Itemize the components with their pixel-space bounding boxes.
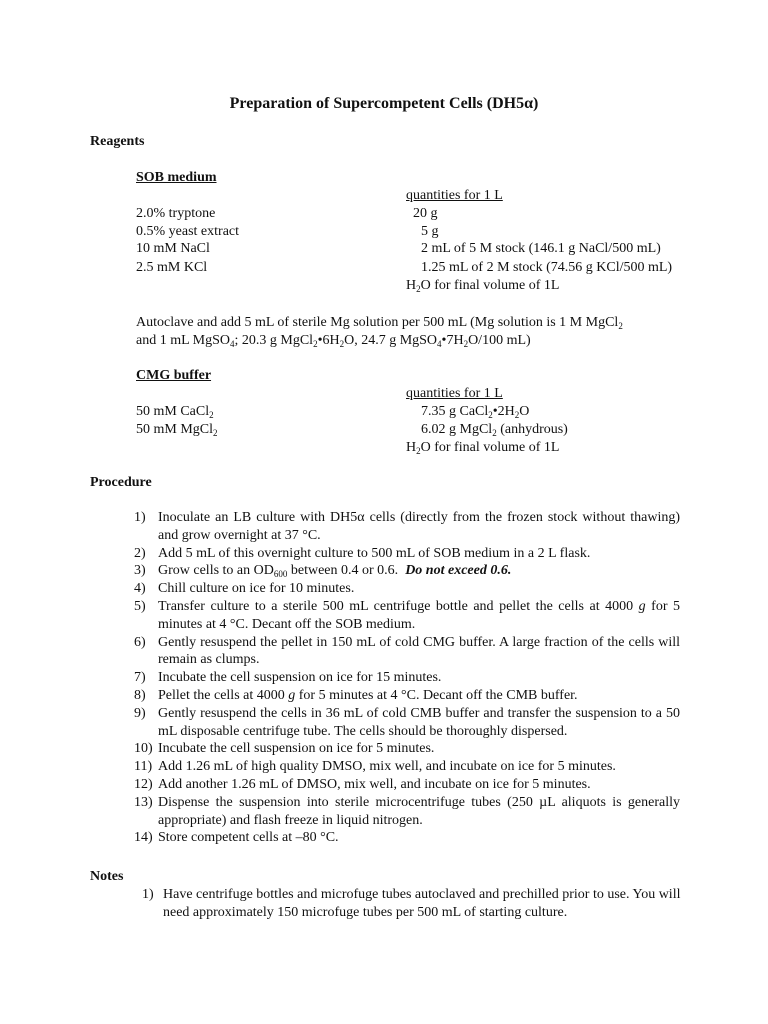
- procedure-step: 11) Add 1.26 mL of high quality DMSO, mix well, and incubate on ice for 5 minutes.: [134, 759, 616, 775]
- cmg-item-label: 50 mM CaCl$_2$: [136, 404, 214, 420]
- procedure-step: 3) Grow cells to an $OD_{600}$ between 0.4 or 0.6. Do not exceed 0.6.: [134, 563, 512, 580]
- sob-item-label: 10 mM NaCl: [136, 241, 210, 256]
- procedure-step: 9) Gently resuspend the cells in 36 mL of cold CMB buffer and transfer the suspension to a 50 mL disposable centrifuge tube. The cells should be thoroughly dispersed.: [134, 705, 680, 739]
- cmg-item-quantity: 7.35 g $CaCl_2•2H_2O$: [421, 404, 530, 420]
- sob-quantities-heading: quantities for 1 L: [406, 188, 503, 203]
- notes-heading: Notes: [90, 869, 124, 884]
- page-title: Preparation of Supercompetent Cells (DH5α): [229, 95, 539, 112]
- procedure-heading: Procedure: [90, 475, 152, 490]
- procedure-step: 7) Incubate the cell suspension on ice for 15 minutes.: [134, 670, 442, 686]
- sob-medium-heading: SOB medium: [136, 170, 217, 185]
- sob-item-quantity: 2 mL of 5 M stock (146.1 g NaCl/500 mL): [421, 241, 661, 256]
- cmg-buffer-heading: CMG buffer: [136, 368, 212, 383]
- cmg-item-label: 50 mM MgCl$_2$: [136, 422, 218, 438]
- procedure-step: 1) Inoculate an LB culture with DH5α cells (directly from the frozen stock without thawing) and grow overnight at 37 °C.: [134, 510, 680, 543]
- procedure-step: 13) Dispense the suspension into sterile microcentrifuge tubes (250 µL aliquots is generally appropriate) and flash freeze in liquid nitrogen.: [134, 794, 680, 828]
- procedure-step: 12) Add another 1.26 mL of DMSO, mix well, and incubate on ice for 5 minutes.: [134, 776, 591, 792]
- procedure-step: 5) Transfer culture to a sterile 500 mL centrifuge bottle and pellet the cells at 4000 g for 5 minutes at 4 °C. Decant off the SOB medium.: [134, 598, 681, 632]
- sob-item-quantity: 20 g: [413, 206, 438, 221]
- note-item: 1) Have centrifuge bottles and microfuge tubes autoclaved and prechilled prior to use. You will need approximately 150 microfuge tubes per 500 mL of starting culture.: [142, 887, 681, 920]
- autoclave-instructions: Autoclave and add 5 mL of sterile Mg solution per 500 mL (Mg solution is 1 M MgCl$_2$ and 1 mL MgSO$_4$; 20.3 g $MgCl_2•6H_2O$, 24.7 g $MgSO_4•7H_2O/100$ mL): [136, 315, 623, 349]
- sob-item-label: 0.5% yeast extract: [136, 224, 240, 239]
- procedure-step: 10) Incubate the cell suspension on ice for 5 minutes.: [134, 741, 435, 757]
- procedure-step: 8) Pellet the cells at 4000 g for 5 minutes at 4 °C. Decant off the CMB buffer.: [134, 687, 578, 703]
- procedure-step: 14) Store competent cells at –80 °C.: [134, 830, 339, 846]
- sob-water-line: $H_2O$ for final volume of 1L: [406, 278, 560, 294]
- cmg-item-quantity: 6.02 g MgCl$_2$ (anhydrous): [421, 422, 568, 438]
- reagents-heading: Reagents: [90, 134, 145, 149]
- cmg-quantities-heading: quantities for 1 L: [406, 386, 503, 401]
- sob-item-quantity: 5 g: [421, 224, 439, 239]
- notes-list: [142, 886, 682, 922]
- procedure-steps: [134, 509, 680, 847]
- cmg-water-line: $H_2O$ for final volume of 1L: [406, 440, 560, 456]
- sob-item-label: 2.5 mM KCl: [136, 260, 208, 275]
- procedure-step: 4) Chill culture on ice for 10 minutes.: [134, 581, 355, 597]
- sob-item-label: 2.0% tryptone: [136, 206, 216, 221]
- procedure-step: 6) Gently resuspend the pellet in 150 mL of cold CMG buffer. A large fraction of the cells will remain as clumps.: [134, 634, 680, 668]
- procedure-step: 2) Add 5 mL of this overnight culture to 500 mL of SOB medium in a 2 L flask.: [134, 545, 591, 561]
- sob-item-quantity: 1.25 mL of 2 M stock (74.56 g KCl/500 mL): [421, 260, 673, 275]
